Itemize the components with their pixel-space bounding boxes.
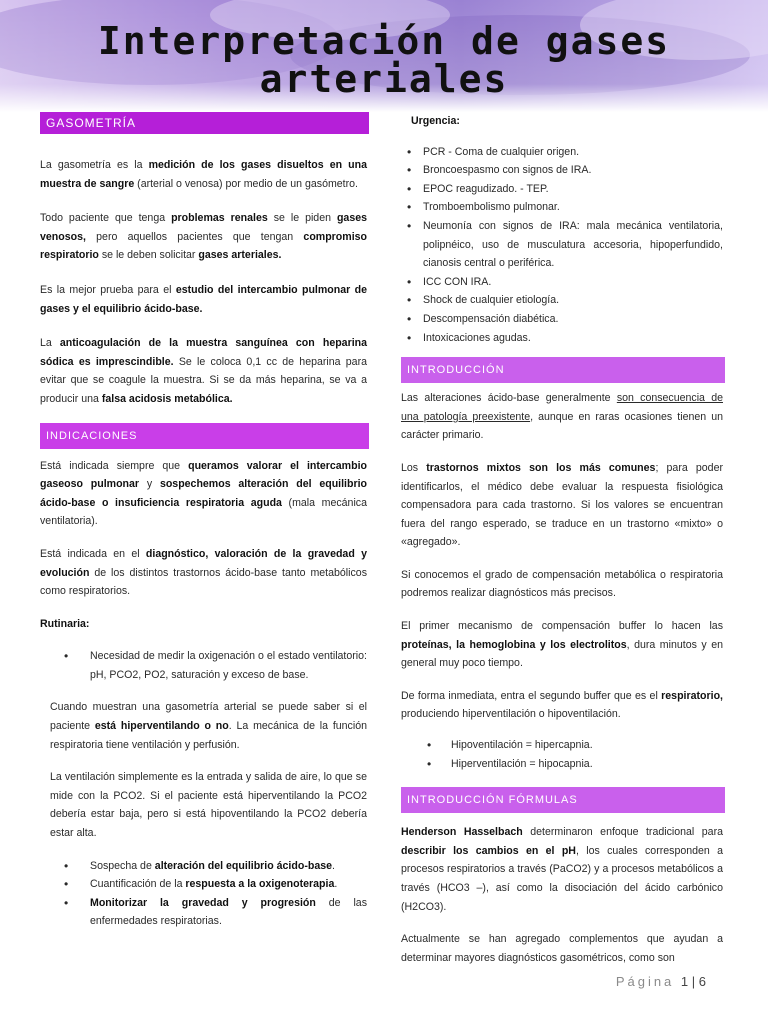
indication-bullets — [40, 857, 367, 931]
page-title — [0, 19, 768, 101]
section-header-indicaciones: INDICACIONES — [40, 423, 369, 449]
page-total: 6 — [698, 974, 706, 989]
paragraph: Los trastornos mixtos son los más comunes; para poder identificarlos, el médico debe evaluar la respuesta fisiológica compensadora para cada trastorno. Si los valores se encuentran fuera del rango esperado, se traduce en un trastorno «mixto» o «agregado». — [401, 461, 723, 549]
paragraph: Está indicada siempre que queramos valorar el intercambio gaseoso pulmonar y sospechemos alteración del equilibrio ácido-base o insuficiencia respiratoria aguda (mala mecánica ventilatoria). — [40, 459, 368, 528]
list-item: • Intoxicaciones agudas. — [401, 329, 723, 348]
list-item: • Shock de cualquier etiología. — [401, 291, 723, 310]
rutinaria-list — [40, 647, 367, 684]
list-item: • Neumonía con signos de IRA: mala mecánica ventilatoria, polipnéico, uso de musculatura accesoria, hipoperfundido, cianosis central o periférica. — [401, 217, 723, 273]
paragraph: Henderson Hasselbach determinaron enfoque tradicional para describir los cambios en el pH, los cuales corresponden a procesos respiratorios a través (PaCO2) y a procesos metabólicos a través (HCO3 –), así como la disociación del ácido carbónico (H2CO3). — [401, 826, 724, 913]
list-item: • Cuantificación de la respuesta a la oxigenoterapia. — [40, 875, 367, 894]
paragraph: De forma inmediata, entra el segundo buffer que es el respiratorio, produciendo hiperventilación o hipoventilación. — [401, 689, 723, 721]
list-item: • Hiperventilación = hipocapnia. — [401, 755, 723, 774]
list-item: • Hipoventilación = hipercapnia. — [401, 736, 723, 755]
list-item: • PCR - Coma de cualquier origen. — [401, 143, 723, 162]
list-item: • EPOC reagudizado. - TEP. — [401, 180, 723, 199]
list-item: • Sospecha de alteración del equilibrio ácido-base. — [40, 857, 367, 876]
list-item: • ICC CON IRA. — [401, 273, 723, 292]
section-header-formulas: INTRODUCCIÓN FÓRMULAS — [401, 787, 725, 813]
paragraph: Si conocemos el grado de compensación metabólica o respiratoria podremos realizar diagnósticos más precisos. — [401, 568, 723, 600]
urgencia-list — [401, 143, 723, 348]
paragraph: La gasometría es la medición de los gases disueltos en una muestra de sangre (arterial o venosa) por medio de un gasómetro. — [40, 159, 367, 190]
page-footer: Página 1 | 6 — [615, 974, 706, 989]
paragraph: Es la mejor prueba para el estudio del intercambio pulmonar de gases y el equilibrio ácido-base. — [40, 283, 367, 315]
section-header-gasometria: GASOMETRÍA — [40, 112, 369, 134]
paragraph: La anticoagulación de la muestra sanguínea con heparina sódica es imprescindible. Se le coloca 0,1 cc de heparina para evitar que se coagule la muestra. Si se da más heparina, se va a producir una falsa acidosis metabólica. — [40, 337, 367, 405]
paragraph: Está indicada en el diagnóstico, valoración de la gravedad y evolución de los distintos trastornos ácido-base tanto metabólicos como respiratorios. — [40, 547, 367, 598]
section-header-introduccion: INTRODUCCIÓN — [401, 357, 725, 383]
title-line-1: Interpretación de gases — [97, 19, 671, 63]
list-item: • Monitorizar la gravedad y progresión de las enfermedades respiratorias. — [40, 894, 367, 931]
left-column — [40, 112, 367, 931]
paragraph: Cuando muestran una gasometría arterial se puede saber si el paciente está hiperventilando o no. La mecánica de la función respiratoria tiene ventilación y perfusión. — [50, 701, 367, 751]
list-item: • Descompensación diabética. — [401, 310, 723, 329]
title-line-2: arteriales — [259, 57, 509, 101]
paragraph: Todo paciente que tenga problemas renales se le piden gases venosos, pero aquellos pacientes que tengan compromiso respiratorio se le deben solicitar gases arteriales. — [40, 212, 367, 262]
urgencia-label: Urgencia: — [411, 115, 460, 127]
page-number: 1 — [680, 974, 689, 989]
paragraph: Actualmente se han agregado complementos que ayudan a determinar mayores diagnósticos gasométricos, como son — [401, 933, 723, 964]
paragraph: El primer mecanismo de compensación buffer lo hacen las proteínas, la hemoglobina y los electrolitos, dura minutos y en general muy poco tiempo. — [401, 620, 723, 670]
footer-label: Página — [615, 974, 675, 989]
right-column — [401, 112, 723, 967]
list-item: • Tromboembolismo pulmonar. — [401, 198, 723, 217]
paragraph: Las alteraciones ácido-base generalmente son consecuencia de una patología preexistente, aunque en raras ocasiones tienen un carácter primario. — [401, 392, 723, 442]
ventilation-list — [401, 736, 723, 773]
paragraph: La ventilación simplemente es la entrada y salida de aire, lo que se mide con la PCO2. Si el paciente está hiperventilando la PCO2 debería estar baja, pero si está hipoventilando la PCO2 debería estar alta. — [50, 771, 367, 840]
watercolor-banner — [0, 0, 768, 112]
list-item: • Broncoespasmo con signos de IRA. — [401, 161, 723, 180]
list-item: • Necesidad de medir la oxigenación o el estado ventilatorio: pH, PCO2, PO2, saturación y exceso de base. — [40, 647, 367, 684]
rutinaria-label: Rutinaria: — [40, 617, 90, 630]
